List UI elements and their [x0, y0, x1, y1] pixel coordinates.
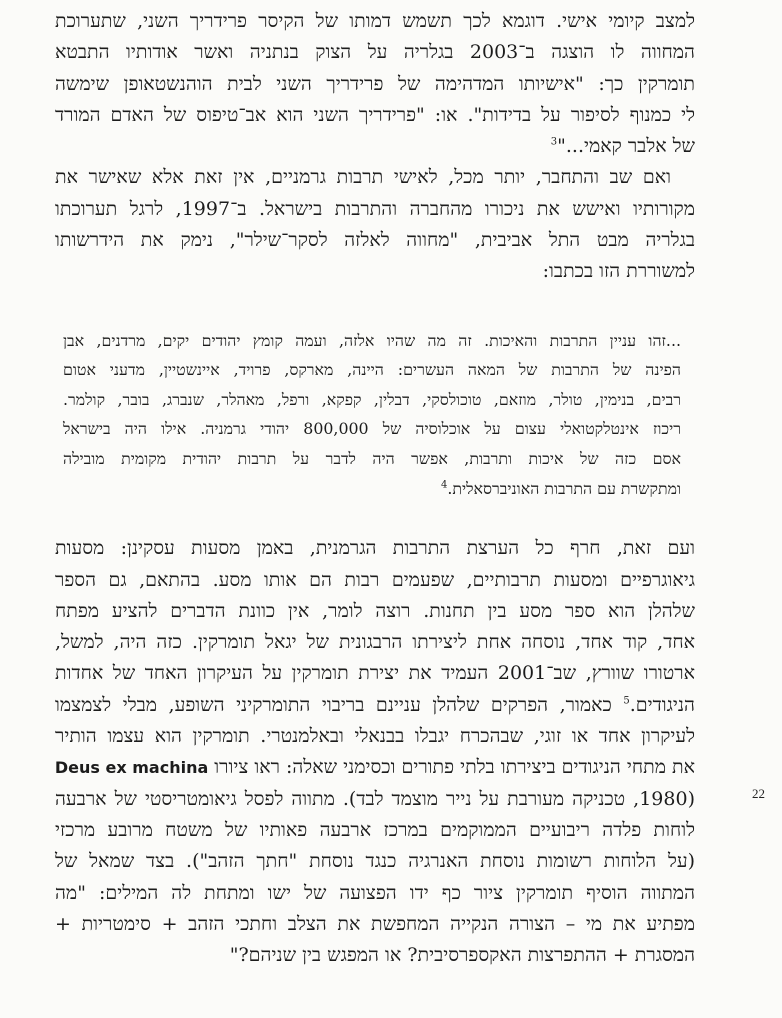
quote-line: הפינה של התרבות של המאה העשרים: היינה, מארקס, פרויד, איינשטיין, מדעני אטום [63, 360, 681, 380]
text-line: המחווה לו הוצגה ב־2003 בגלריה על הצוק בנתניה ואשר אודותיו התבטא [55, 41, 695, 64]
page-number: 22 [752, 786, 765, 801]
text-segment: הניגודים. [629, 693, 695, 716]
text-segment: את מתחי הניגודים ביצירתו בלתי פתורים וכסימני שאלה: ראו ציורו [208, 756, 695, 779]
text-segment: ומתקשרת עם התרבות האוניברסאלית. [447, 478, 681, 498]
quote-line: ריכוז אינטלקטואלי עצום על אוכלוסיה של 800,000 יהודי גרמניה. אילו היה בישראל [63, 419, 682, 439]
paragraph-1 [55, 6, 695, 162]
text-segment: של אלבר קאמי..." [557, 135, 695, 158]
text-line: ואם שב והתחבר, יותר מכל, לאישי תרבות גרמניים, אין זאת אלא שאישר את [55, 166, 671, 189]
text-line: למשוררת הזו בכתבו: [542, 260, 695, 283]
text-line: גיאוגרפיים ומסעות תרבותיים, שפעמים רבות הם אותו מסע. בהתאם, גם הספר [55, 568, 695, 591]
text-line: (על הלוחות רשומות נוסחת האנרגיה כנגד נוסחת "חתך הזהב"). בצד שמאל של [55, 850, 695, 873]
text-line: ועם זאת, חרף כל הערצת התרבות הגרמנית, באמן מסעות עסקינן: מסעות [55, 537, 695, 560]
text-line [55, 752, 695, 783]
paragraph-3 [55, 533, 695, 971]
text-line: ארטורו שוורץ, שב־2001 העמיד את יצירת תומרקין על העיקרון האחד של אחדות [55, 662, 695, 685]
text-line: לי כמנוף לסיפור על בדידות". או: "פרידריך השני הוא אב־טיפוס של האדם המורד [55, 103, 695, 126]
text-line: שלהלן הוא ספר מסע בין תחנות. רוצה לומר, אין כוונת הדברים להציע מפתח [55, 599, 695, 622]
quote-line [63, 474, 681, 504]
artwork-title: Deus ex machina [54, 758, 209, 778]
footnote-ref: 3 [550, 136, 558, 148]
text-line: מקורותיו ואישש את ניכורו מהחברה והתרבות בישראל. ב־1997, לרגל תערוכתו [55, 197, 695, 220]
text-line: לעיקרון אחד או זוגי, שבהכרח יגבלו בבנאלי ובאלמנטרי. תומרקין הוא עצמו הותיר [55, 725, 695, 748]
text-line: המתווה הוסיף תומרקין ציור כף ידו הפצועה של ישו ומתחת לה המילים: "מה [55, 881, 695, 904]
document-page [55, 6, 695, 971]
text-line [55, 131, 695, 162]
text-line: למצב קיומי אישי. דוגמא לכך תשמש דמותו של הקיסר פרידריך השני, שתערוכת [55, 10, 695, 32]
text-line: המסגרת + ההתפרצות האקספרסיבית? או המפגש בין שניהם?" [229, 944, 695, 967]
quote-line: רבים, בנימין, טולר, מוזאם, טוכולסקי, דבלין, קפקא, ורפל, מאהלר, שנברג, בובר, קולמר. [63, 389, 681, 409]
paragraph-2 [55, 162, 695, 193]
text-line [55, 690, 695, 721]
block-quote [63, 326, 681, 504]
text-line: (1980, טכניקה מעורבת על נייר מוצמד לבד). מתווה לפסל גיאומטריסטי של ארבעה [55, 787, 695, 810]
text-line: מפתיע את מי – הצורה הנקייה המחפשת את הצלב וחתכי הזהב + סימטריות + [55, 912, 695, 935]
text-line: בגלריה מבט התל אביבית, "מחווה לאלזה לסקר־שילר", נימק את הידרשותו [55, 229, 695, 252]
quote-line: אסם כזה של איכות ותרבות, אפשר היה לדבר על תרבות יהודית מקומית מובילה [63, 449, 681, 469]
footnote-ref: 5 [623, 695, 630, 707]
quote-line: ...זהו עניין התרבות והאיכות. זה מה שהיו אלזה, ועמה קומץ יהודים יקים, מרדנים, אבן [63, 330, 681, 350]
text-line: אחד, קוד אחד, נוסחה אחת ליצירתו הרבגונית של יגאל תומרקין. כזה היה, למשל, [55, 631, 695, 654]
paragraph-2-cont [55, 194, 695, 288]
text-line: תומרקין כך: "אישיותו המדהימה של פרידריך השני לבית הוהנשטאופן שימשה [55, 72, 695, 95]
text-line: לוחות פלדה ריבועיים הממוקמים במרכז ארבעה פאותיו של משטח מרובע מרכזי [55, 818, 695, 841]
text-segment: כאמור, הפרקים שלהלן עניינם בריבוי התומרקיני השופע, מבלי לצמצמו [55, 693, 624, 716]
footnote-ref: 4 [441, 479, 448, 491]
